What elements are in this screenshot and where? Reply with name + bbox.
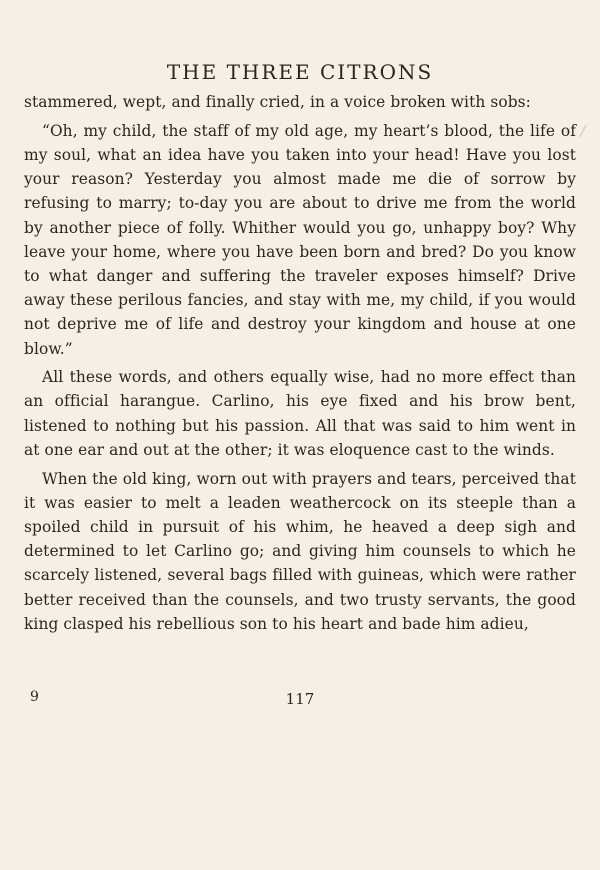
paragraph: All these words, and others equally wise, had no more effect than an official harangue. Carlino, his eye fixed and his brow bent, listened to nothing but his passion. All that was said to him went in at one ear and out at the other; it was eloquence cast to the winds. <box>24 368 576 459</box>
paragraph: stammered, wept, and finally cried, in a voice broken with sobs: <box>24 93 531 111</box>
body-text <box>24 90 576 640</box>
paragraph: “Oh, my child, the staff of my old age, my heart’s blood, the life of my soul, what an idea have you taken into your head! Have you lost your reason? Yesterday you almost made me die of sorrow by refusing to marry; to-day you are about to drive me from the world by another piece of folly. Whither would you go, unhappy boy? Why leave your home, where you have been born and bred? Do you know to what danger and suffering the traveler exposes himself? Drive away these perilous fancies, and stay with me, my child, if you would not deprive me of life and destroy your kingdom and house at one blow.” <box>24 121 576 358</box>
page-number: 117 <box>285 690 315 708</box>
running-head: THE THREE CITRONS <box>166 60 434 84</box>
signature-mark: 9 <box>30 689 39 705</box>
paragraph: When the old king, worn out with prayers and tears, perceived that it was easier to melt a leaden weathercock on its steeple than a spoiled child in pursuit of his whim, he heaved a deep sigh and determined to let Carlino go; and giving him counsels to which he scarcely listened, several bags filled with guineas, which were rather better received than the counsels, and two trusty servants, the good king clasped his rebellious son to his heart and bade him adieu, <box>24 469 576 633</box>
